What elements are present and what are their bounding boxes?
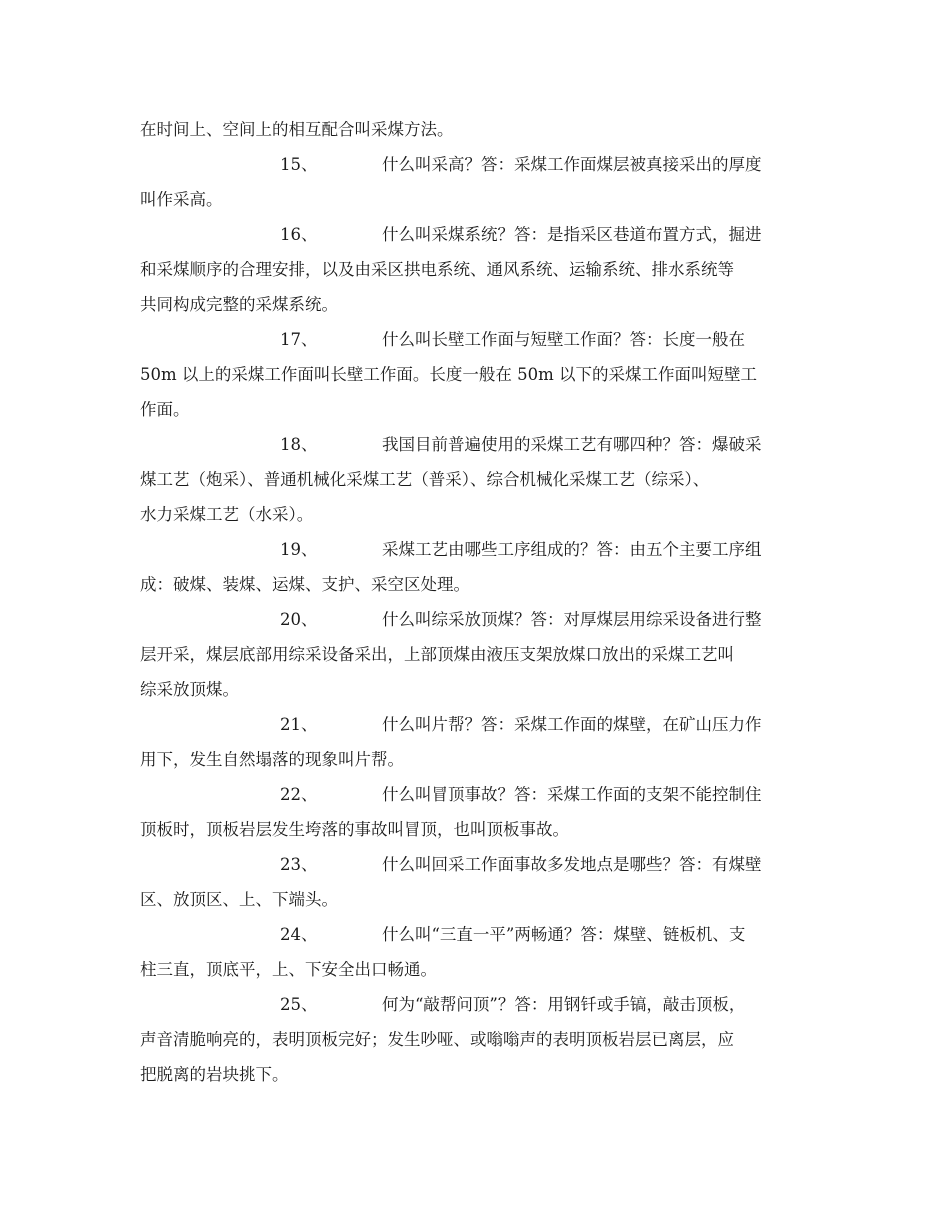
qa-item bbox=[140, 777, 810, 847]
qa-number: 25、 bbox=[280, 995, 318, 1014]
qa-continuation-line: 声音清脆响亮的，表明顶板完好；发生吵哑、或嗡嗡声的表明顶板岩层已离层，应 bbox=[140, 1030, 734, 1049]
qa-continuation-line: 柱三直，顶底平，上、下安全出口畅通。 bbox=[140, 960, 437, 979]
qa-number: 22、 bbox=[280, 785, 318, 804]
qa-number: 24、 bbox=[280, 925, 318, 944]
qa-number: 21、 bbox=[280, 715, 318, 734]
qa-first-line bbox=[140, 322, 810, 357]
qa-item bbox=[140, 217, 810, 322]
qa-continuation-line: 综采放顶煤。 bbox=[140, 680, 239, 699]
qa-question-text: 什么叫“三直一平”两畅通？答：煤壁、链板机、支 bbox=[382, 925, 746, 944]
qa-number: 15、 bbox=[280, 155, 318, 174]
qa-question-text: 什么叫综采放顶煤？答：对厚煤层用综采设备进行整 bbox=[382, 610, 762, 629]
qa-continuation-line: 作面。 bbox=[140, 400, 190, 419]
qa-first-line bbox=[140, 917, 810, 952]
qa-continuation-line: 叫作采高。 bbox=[140, 190, 223, 209]
qa-first-line bbox=[140, 707, 810, 742]
qa-continuation-line: 共同构成完整的采煤系统。 bbox=[140, 295, 338, 314]
qa-first-line bbox=[140, 427, 810, 462]
qa-item bbox=[140, 147, 810, 217]
qa-continuation-line: 成：破煤、装煤、运煤、支护、采空区处理。 bbox=[140, 575, 470, 594]
qa-number: 20、 bbox=[280, 610, 318, 629]
qa-continuation-line: 把脱离的岩块挑下。 bbox=[140, 1065, 289, 1084]
qa-continuation-line: 用下，发生自然塌落的现象叫片帮。 bbox=[140, 750, 404, 769]
qa-question-text: 采煤工艺由哪些工序组成的？答：由五个主要工序组 bbox=[382, 540, 762, 559]
qa-continuation-line: 50m 以上的采煤工作面叫长壁工作面。长度一般在 50m 以下的采煤工作面叫短壁工 bbox=[140, 365, 758, 384]
qa-first-line bbox=[140, 147, 810, 182]
qa-first-line bbox=[140, 777, 810, 812]
qa-item bbox=[140, 847, 810, 917]
qa-question-text: 我国目前普遍使用的采煤工艺有哪四种？答：爆破采 bbox=[382, 435, 762, 454]
qa-continuation-line: 层开采，煤层底部用综采设备采出，上部顶煤由液压支架放煤口放出的采煤工艺叫 bbox=[140, 645, 734, 664]
qa-item bbox=[140, 322, 810, 427]
qa-number: 17、 bbox=[280, 330, 318, 349]
qa-continuation-line: 顶板时，顶板岩层发生垮落的事故叫冒顶，也叫顶板事故。 bbox=[140, 820, 569, 839]
qa-first-line bbox=[140, 217, 810, 252]
qa-first-line bbox=[140, 987, 810, 1022]
qa-item bbox=[140, 917, 810, 987]
qa-continuation-line: 煤工艺（炮采）、普通机械化采煤工艺（普采）、综合机械化采煤工艺（综采）、 bbox=[140, 470, 710, 489]
intro-paragraph: 在时间上、空间上的相互配合叫采煤方法。 bbox=[140, 120, 454, 139]
qa-question-text: 什么叫回采工作面事故多发地点是哪些？答：有煤壁 bbox=[382, 855, 762, 874]
qa-number: 18、 bbox=[280, 435, 318, 454]
qa-continuation-line: 区、放顶区、上、下端头。 bbox=[140, 890, 338, 909]
qa-number: 19、 bbox=[280, 540, 318, 559]
qa-item bbox=[140, 707, 810, 777]
qa-number: 23、 bbox=[280, 855, 318, 874]
qa-question-text: 什么叫采煤系统？答：是指采区巷道布置方式，掘进 bbox=[382, 225, 762, 244]
qa-first-line bbox=[140, 532, 810, 567]
qa-item bbox=[140, 532, 810, 602]
qa-item bbox=[140, 987, 810, 1092]
qa-question-text: 何为“敲帮问顶”？答：用钢钎或手镐，敲击顶板， bbox=[382, 995, 746, 1014]
qa-first-line bbox=[140, 602, 810, 637]
qa-item bbox=[140, 602, 810, 707]
qa-question-text: 什么叫采高？答：采煤工作面煤层被真接采出的厚度 bbox=[382, 155, 762, 174]
qa-question-text: 什么叫冒顶事故？答：采煤工作面的支架不能控制住 bbox=[382, 785, 762, 804]
qa-first-line bbox=[140, 847, 810, 882]
qa-number: 16、 bbox=[280, 225, 318, 244]
qa-continuation-line: 和采煤顺序的合理安排，以及由采区拱电系统、通风系统、运输系统、排水系统等 bbox=[140, 260, 734, 279]
qa-list bbox=[140, 147, 810, 1092]
qa-question-text: 什么叫长壁工作面与短壁工作面？答：长度一般在 bbox=[382, 330, 745, 349]
qa-question-text: 什么叫片帮？答：采煤工作面的煤壁，在矿山压力作 bbox=[382, 715, 762, 734]
qa-item bbox=[140, 427, 810, 532]
qa-continuation-line: 水力采煤工艺（水采）。 bbox=[140, 505, 314, 524]
